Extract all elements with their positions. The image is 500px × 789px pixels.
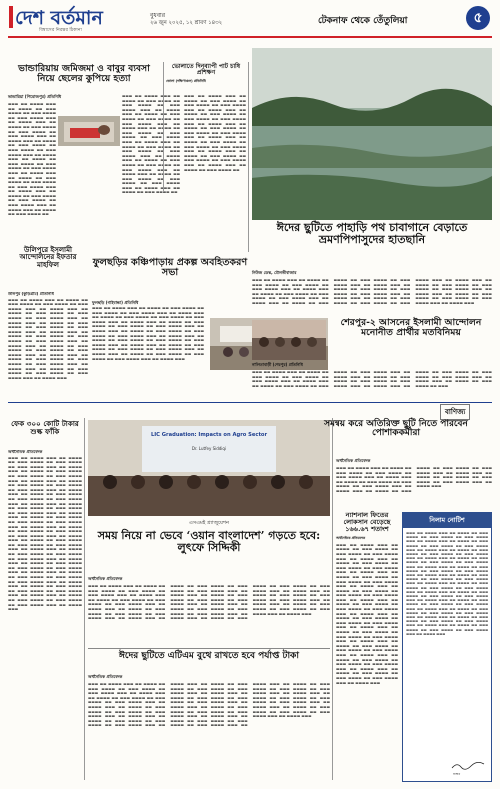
article-training — [166, 64, 246, 254]
body-text: ▬▬▬ ▬▬ ▬▬▬▬ ▬▬▬ ▬▬ ▬▬▬▬ ▬▬ ▬▬▬ ▬▬▬▬ ▬▬ ▬▬▬ ▬▬▬▬ ▬▬ ▬▬▬ ▬▬▬▬ ▬▬▬ ▬▬ ▬▬▬▬ ▬▬▬ ▬▬ ▬▬▬▬ ▬▬ ▬▬▬ ▬▬▬▬ ▬▬ ▬▬▬ ▬▬▬▬ ▬▬ ▬▬▬ ▬▬▬▬ ▬▬▬ ▬▬ ▬▬▬▬ ▬▬▬ ▬▬ ▬▬▬▬ ▬▬ ▬▬▬ ▬▬▬▬ ▬▬ ▬▬▬ ▬▬▬▬ ▬▬ ▬▬▬ ▬▬▬▬ ▬▬▬ ▬▬ ▬▬▬▬ ▬▬▬ ▬▬ ▬▬▬▬ ▬▬ ▬▬▬ ▬▬▬▬ ▬▬ ▬▬▬ ▬▬▬▬ ▬▬ ▬▬▬ ▬▬▬▬ ▬▬▬ ▬▬ ▬▬▬▬ ▬▬▬ ▬▬ ▬▬▬▬ ▬▬ ▬▬▬ ▬▬▬▬ ▬▬ ▬▬▬ ▬▬▬▬ ▬▬ ▬▬▬ ▬▬▬▬ ▬▬▬ ▬▬ ▬▬▬▬ ▬▬▬ ▬▬ ▬▬▬▬ ▬▬ ▬▬▬ ▬▬▬▬ ▬▬ ▬▬▬ ▬▬▬▬ ▬▬ ▬▬▬ ▬▬▬▬ ▬▬▬ ▬▬ ▬▬▬▬ ▬▬▬ ▬▬ ▬▬▬▬ ▬▬ ▬▬▬ ▬▬▬▬ ▬▬ ▬▬▬ ▬▬▬▬ ▬▬ ▬▬▬ ▬▬▬▬ ▬▬▬ ▬▬ ▬▬▬▬ ▬▬▬ — [92, 306, 204, 361]
section-title: টেকনাফ থেকে তেঁতুলিয়া — [318, 16, 408, 26]
body-text: ▬▬▬ ▬▬ ▬▬▬▬ ▬▬▬ ▬▬ ▬▬▬▬ ▬▬ ▬▬▬ ▬▬▬▬ ▬▬ ▬▬▬ ▬▬▬▬ ▬▬ ▬▬▬ ▬▬▬▬ ▬▬▬ ▬▬ ▬▬▬▬ ▬▬▬ ▬▬ ▬▬▬▬ ▬▬ ▬▬▬ ▬▬▬▬ ▬▬ ▬▬▬ ▬▬▬▬ ▬▬ ▬▬▬ ▬▬▬▬ ▬▬▬ ▬▬ ▬▬▬▬ ▬▬▬ ▬▬ ▬▬▬▬ ▬▬ ▬▬▬ ▬▬▬▬ ▬▬ ▬▬▬ ▬▬▬▬ ▬▬ ▬▬▬ ▬▬▬▬ ▬▬▬ ▬▬ ▬▬▬▬ ▬▬▬ ▬▬ ▬▬▬▬ ▬▬ ▬▬▬ ▬▬▬▬ ▬▬ ▬▬▬ ▬▬▬▬ ▬▬ ▬▬▬ ▬▬▬▬ ▬▬▬ ▬▬ ▬▬▬▬ ▬▬▬ ▬▬ ▬▬▬▬ ▬▬ ▬▬▬ ▬▬▬▬ ▬▬ ▬▬▬ — [252, 370, 492, 388]
article-atm-body — [88, 674, 330, 780]
article-tourism — [252, 222, 492, 266]
body-text-right: ▬▬▬ ▬▬ ▬▬▬▬ ▬▬▬ ▬▬ ▬▬▬▬ ▬▬ ▬▬▬ ▬▬▬▬ ▬▬ ▬▬▬ ▬▬▬▬ ▬▬ ▬▬▬ ▬▬▬▬ ▬▬▬ ▬▬ ▬▬▬▬ ▬▬▬ ▬▬ ▬▬▬▬ ▬▬ ▬▬▬ ▬▬▬▬ ▬▬ ▬▬▬ ▬▬▬▬ ▬▬ ▬▬▬ ▬▬▬▬ ▬▬▬ ▬▬ ▬▬▬▬ ▬▬▬ ▬▬ ▬▬▬▬ ▬▬ ▬▬▬ ▬▬▬▬ ▬▬ ▬▬▬ ▬▬▬▬ ▬▬ ▬▬▬ ▬▬▬▬ ▬▬▬ ▬▬ ▬▬▬▬ ▬▬▬ ▬▬ ▬▬▬▬ ▬▬ ▬▬▬ ▬▬▬▬ ▬▬ ▬▬▬ ▬▬▬▬ ▬▬ ▬▬▬ ▬▬▬▬ ▬▬▬ ▬▬ ▬▬▬▬ ▬▬▬ ▬▬ ▬▬▬▬ ▬▬ ▬▬▬ ▬▬▬▬ ▬▬ ▬▬▬ ▬▬▬▬ ▬▬ ▬▬▬ ▬▬▬▬ ▬▬▬ ▬▬ ▬▬▬▬ ▬▬▬ ▬▬ ▬▬▬▬ ▬▬ ▬▬▬ ▬▬▬▬ ▬▬ — [184, 94, 246, 172]
headline: ঈদের ছুটিতে এটিএম বুথে রাখতে হবে পর্যাপ্ত টাকা — [119, 651, 299, 661]
notice-title: নিলাম নোটিশ — [403, 513, 491, 528]
banner-sub: Dr. Lutfey Siddiqi — [191, 446, 227, 451]
body-text: ▬▬▬ ▬▬ ▬▬▬▬ ▬▬▬ ▬▬ ▬▬▬▬ ▬▬ ▬▬▬ ▬▬▬▬ ▬▬ ▬▬▬ ▬▬▬▬ ▬▬ ▬▬▬ ▬▬▬▬ ▬▬▬ ▬▬ ▬▬▬▬ ▬▬▬ ▬▬ ▬▬▬▬ ▬▬ ▬▬▬ ▬▬▬▬ ▬▬ ▬▬▬ ▬▬▬▬ ▬▬ ▬▬▬ ▬▬▬▬ ▬▬▬ ▬▬ ▬▬▬▬ ▬▬▬ ▬▬ ▬▬▬▬ ▬▬ ▬▬▬ ▬▬▬▬ ▬▬ ▬▬▬ ▬▬▬▬ ▬▬ ▬▬▬ ▬▬▬▬ ▬▬▬ ▬▬ ▬▬▬▬ ▬▬▬ ▬▬ ▬▬▬▬ ▬▬ ▬▬▬ ▬▬▬▬ ▬▬ ▬▬▬ ▬▬▬▬ ▬▬ ▬▬▬ ▬▬▬▬ ▬▬▬ ▬▬ ▬▬▬▬ ▬▬▬ ▬▬ ▬▬▬▬ ▬▬ ▬▬▬ ▬▬▬▬ ▬▬ ▬▬▬ ▬▬▬▬ ▬▬ ▬▬▬ ▬▬▬▬ ▬▬▬ ▬▬ ▬▬▬▬ ▬▬▬ ▬▬ ▬▬▬▬ ▬▬ ▬▬▬ ▬▬▬▬ ▬▬ ▬▬▬ ▬▬▬▬ ▬▬ ▬▬▬ ▬▬▬▬ ▬▬▬ ▬▬ ▬▬▬▬ ▬▬▬ ▬▬ ▬▬▬▬ ▬▬ ▬▬▬ ▬▬▬▬ ▬▬ ▬▬▬ ▬▬▬▬ ▬▬ ▬▬▬ ▬▬▬▬ ▬▬▬ ▬▬ ▬▬▬▬ ▬▬▬ — [252, 278, 492, 305]
col-rule-1 — [163, 62, 164, 192]
sherpur-photo — [252, 320, 326, 360]
body-text: ▬▬▬ ▬▬ ▬▬▬▬ ▬▬▬ ▬▬ ▬▬▬▬ ▬▬ ▬▬▬ ▬▬▬▬ ▬▬ ▬▬▬ ▬▬▬▬ ▬▬ ▬▬▬ ▬▬▬▬ ▬▬▬ ▬▬ ▬▬▬▬ ▬▬▬ ▬▬ ▬▬▬▬ ▬▬ ▬▬▬ ▬▬▬▬ ▬▬ ▬▬▬ ▬▬▬▬ ▬▬ ▬▬▬ ▬▬▬▬ ▬▬▬ ▬▬ ▬▬▬▬ ▬▬▬ ▬▬ ▬▬▬▬ ▬▬ ▬▬▬ ▬▬▬▬ ▬▬ ▬▬▬ ▬▬▬▬ ▬▬ ▬▬▬ ▬▬▬▬ ▬▬▬ ▬▬ ▬▬▬▬ ▬▬▬ ▬▬ ▬▬▬▬ ▬▬ ▬▬▬ ▬▬▬▬ ▬▬ ▬▬▬ ▬▬▬▬ ▬▬ ▬▬▬ ▬▬▬▬ ▬▬▬ ▬▬ ▬▬▬▬ ▬▬▬ ▬▬ ▬▬▬▬ ▬▬ ▬▬▬ ▬▬▬▬ ▬▬ ▬▬▬ ▬▬▬▬ ▬▬ ▬▬▬ ▬▬▬▬ ▬▬▬ ▬▬ ▬▬▬▬ ▬▬▬ ▬▬ ▬▬▬▬ ▬▬ ▬▬▬ ▬▬▬▬ ▬▬ ▬▬▬ ▬▬▬▬ ▬▬ ▬▬▬ ▬▬▬▬ ▬▬▬ ▬▬ ▬▬▬▬ ▬▬▬ ▬▬ ▬▬▬▬ ▬▬ ▬▬▬ ▬▬▬▬ ▬▬ ▬▬▬ ▬▬▬▬ ▬▬ ▬▬▬ ▬▬▬▬ ▬▬▬ ▬▬ ▬▬▬▬ ▬▬▬ ▬▬ ▬▬▬▬ ▬▬ ▬▬▬ ▬▬▬▬ ▬▬ ▬▬▬ ▬▬▬▬ ▬▬ ▬▬▬ ▬▬▬▬ ▬▬▬ ▬▬ ▬▬▬▬ ▬▬▬ ▬▬ ▬▬▬▬ ▬▬ ▬▬▬ ▬▬▬▬ ▬▬ ▬▬▬ ▬▬▬▬ ▬▬ ▬▬▬ ▬▬▬▬ ▬▬▬ ▬▬ ▬▬▬▬ ▬▬▬ — [88, 584, 330, 621]
sme-event-photo — [88, 420, 330, 516]
victim-photo — [58, 116, 120, 146]
byline: অর্থনৈতিক প্রতিবেদক — [336, 535, 366, 540]
col-rule-3 — [84, 418, 85, 780]
article-tax-body: অর্থনৈতিক প্রতিবেদক ▬▬▬ ▬▬ ▬▬▬▬ ▬▬▬ ▬▬ ▬▬▬▬ ▬▬ ▬▬▬ ▬▬▬▬ ▬▬ ▬▬▬ ▬▬▬▬ ▬▬ ▬▬▬ ▬▬▬▬ ▬▬▬ ▬▬ ▬▬▬▬ ▬▬▬ ▬▬ ▬▬▬▬ ▬▬ ▬▬▬ ▬▬▬▬ ▬▬ ▬▬▬ ▬▬▬▬ ▬▬ ▬▬▬ ▬▬▬▬ ▬▬▬ ▬▬ ▬▬▬▬ ▬▬▬ ▬▬ ▬▬▬▬ ▬▬ ▬▬▬ ▬▬▬▬ ▬▬ ▬▬▬ ▬▬▬▬ ▬▬ ▬▬▬ ▬▬▬▬ ▬▬▬ ▬▬ ▬▬▬▬ ▬▬▬ ▬▬ ▬▬▬▬ ▬▬ ▬▬▬ ▬▬▬▬ ▬▬ ▬▬▬ ▬▬▬▬ ▬▬ ▬▬▬ ▬▬▬▬ ▬▬▬ ▬▬ ▬▬▬▬ ▬▬▬ ▬▬ ▬▬▬▬ ▬▬ ▬▬▬ ▬▬▬▬ ▬▬ ▬▬▬ ▬▬▬▬ ▬▬ ▬▬▬ ▬▬▬▬ ▬▬▬ ▬▬ ▬▬▬▬ ▬▬▬ ▬▬ ▬▬▬▬ ▬▬ ▬▬▬ ▬▬▬▬ ▬▬ ▬▬▬ ▬▬▬▬ ▬▬ ▬▬▬ ▬▬▬▬ ▬▬▬ ▬▬ ▬▬▬▬ ▬▬▬ ▬▬ ▬▬▬▬ ▬▬ ▬▬▬ ▬▬▬▬ ▬▬ ▬▬▬ ▬▬▬▬ ▬▬ ▬▬▬ ▬▬▬▬ ▬▬▬ ▬▬ ▬▬▬▬ ▬▬▬ ▬▬ ▬▬▬▬ ▬▬ ▬▬▬ ▬▬▬▬ ▬▬ ▬▬▬ ▬▬▬▬ ▬▬ ▬▬▬ ▬▬▬▬ ▬▬▬ ▬▬ ▬▬▬▬ ▬▬▬ ▬▬ ▬▬▬▬ ▬▬ ▬▬▬ ▬▬▬▬ ▬▬ ▬▬▬ ▬▬▬▬ ▬▬ ▬▬▬ ▬▬▬▬ ▬▬▬ ▬▬ ▬▬▬▬ ▬▬▬ ▬▬ ▬▬▬▬ ▬▬ ▬▬▬ ▬▬▬▬ ▬▬ ▬▬▬ ▬▬▬▬ ▬▬ ▬▬▬ ▬▬▬▬ ▬▬▬ ▬▬ ▬▬▬▬ ▬▬▬ ▬▬ ▬▬▬▬ ▬▬ ▬▬▬ ▬▬▬▬ ▬▬ ▬▬▬ ▬▬▬▬ ▬▬ ▬▬▬ ▬▬▬▬ ▬▬▬ ▬▬ ▬▬▬▬ ▬▬▬ ▬▬ ▬▬▬▬ ▬▬ ▬▬▬ ▬▬▬▬ ▬▬ ▬▬▬ ▬▬▬▬ ▬▬ ▬▬▬ ▬▬▬▬ ▬▬▬ ▬▬ ▬▬▬▬ ▬▬▬ ▬▬ ▬▬▬▬ ▬▬ ▬▬▬ ▬▬▬▬ ▬▬ ▬▬▬ ▬▬▬▬ ▬▬ ▬▬▬ ▬▬▬▬ ▬▬▬ ▬▬ ▬▬▬▬ ▬▬▬ — [8, 450, 82, 612]
issue-date: ২৬ জুন ২০২৫, ১২ শ্রাবণ ১৪৩২ — [150, 20, 223, 26]
article-bank — [336, 512, 398, 782]
signature-label: স্বাক্ষর — [453, 772, 461, 776]
body-text: ▬▬▬ ▬▬ ▬▬▬▬ ▬▬▬ ▬▬ ▬▬▬▬ ▬▬ ▬▬▬ ▬▬▬▬ ▬▬ ▬▬▬ ▬▬▬▬ ▬▬ ▬▬▬ ▬▬▬▬ ▬▬▬ ▬▬ ▬▬▬▬ ▬▬▬ ▬▬ ▬▬▬▬ ▬▬ ▬▬▬ ▬▬▬▬ ▬▬ ▬▬▬ ▬▬▬▬ ▬▬ ▬▬▬ ▬▬▬▬ ▬▬▬ ▬▬ ▬▬▬▬ ▬▬▬ ▬▬ ▬▬▬▬ ▬▬ ▬▬▬ ▬▬▬▬ ▬▬ ▬▬▬ ▬▬▬▬ ▬▬ ▬▬▬ ▬▬▬▬ ▬▬▬ ▬▬ ▬▬▬▬ ▬▬▬ ▬▬ ▬▬▬▬ ▬▬ ▬▬▬ ▬▬▬▬ ▬▬ ▬▬▬ ▬▬▬▬ ▬▬ ▬▬▬ ▬▬▬▬ ▬▬▬ ▬▬ ▬▬▬▬ ▬▬▬ — [336, 466, 492, 493]
article-sme-body — [88, 576, 330, 644]
body-text: ▬▬▬ ▬▬ ▬▬▬▬ ▬▬▬ ▬▬ ▬▬▬▬ ▬▬ ▬▬▬ ▬▬▬▬ ▬▬ ▬▬▬ ▬▬▬▬ ▬▬ ▬▬▬ ▬▬▬▬ ▬▬▬ ▬▬ ▬▬▬▬ ▬▬▬ ▬▬ ▬▬▬▬ ▬▬ ▬▬▬ ▬▬▬▬ ▬▬ ▬▬▬ ▬▬▬▬ ▬▬ ▬▬▬ ▬▬▬▬ ▬▬▬ ▬▬ ▬▬▬▬ ▬▬▬ ▬▬ ▬▬▬▬ ▬▬ ▬▬▬ ▬▬▬▬ ▬▬ ▬▬▬ ▬▬▬▬ ▬▬ ▬▬▬ ▬▬▬▬ ▬▬▬ ▬▬ ▬▬▬▬ ▬▬▬ ▬▬ ▬▬▬▬ ▬▬ ▬▬▬ ▬▬▬▬ ▬▬ ▬▬▬ ▬▬▬▬ ▬▬ ▬▬▬ ▬▬▬▬ ▬▬▬ ▬▬ ▬▬▬▬ ▬▬▬ ▬▬ ▬▬▬▬ ▬▬ ▬▬▬ ▬▬▬▬ ▬▬ ▬▬▬ ▬▬▬▬ ▬▬ ▬▬▬ ▬▬▬▬ ▬▬▬ ▬▬ ▬▬▬▬ ▬▬▬ ▬▬ ▬▬▬▬ ▬▬ ▬▬▬ ▬▬▬▬ ▬▬ ▬▬▬ ▬▬▬▬ ▬▬ ▬▬▬ ▬▬▬▬ ▬▬▬ ▬▬ ▬▬▬▬ ▬▬▬ ▬▬ ▬▬▬▬ ▬▬ ▬▬▬ ▬▬▬▬ ▬▬ ▬▬▬ ▬▬▬▬ ▬▬ ▬▬▬ ▬▬▬▬ ▬▬▬ ▬▬ ▬▬▬▬ ▬▬▬ ▬▬ ▬▬▬▬ ▬▬ ▬▬▬ ▬▬▬▬ ▬▬ ▬▬▬ ▬▬▬▬ ▬▬ ▬▬▬ ▬▬▬▬ ▬▬▬ ▬▬ ▬▬▬▬ ▬▬▬ ▬▬ ▬▬▬▬ ▬▬ ▬▬▬ ▬▬▬▬ ▬▬ ▬▬▬ ▬▬▬▬ ▬▬ ▬▬▬ ▬▬▬▬ ▬▬▬ ▬▬ ▬▬▬▬ ▬▬▬ ▬▬ ▬▬▬▬ ▬▬ ▬▬▬ ▬▬▬▬ ▬▬ ▬▬▬ ▬▬▬▬ ▬▬ ▬▬▬ ▬▬▬▬ ▬▬▬ ▬▬ ▬▬▬▬ ▬▬▬ ▬▬ ▬▬▬▬ ▬▬ ▬▬▬ ▬▬▬▬ ▬▬ ▬▬▬ ▬▬▬▬ ▬▬ ▬▬▬ ▬▬▬▬ ▬▬▬ ▬▬ ▬▬▬▬ ▬▬▬ — [88, 682, 330, 728]
body-text: ▬▬▬ ▬▬ ▬▬▬▬ ▬▬▬ ▬▬ ▬▬▬▬ ▬▬ ▬▬▬ ▬▬▬▬ ▬▬ ▬▬▬ ▬▬▬▬ ▬▬ ▬▬▬ ▬▬▬▬ ▬▬▬ ▬▬ ▬▬▬▬ ▬▬▬ ▬▬ ▬▬▬▬ ▬▬ ▬▬▬ ▬▬▬▬ ▬▬ ▬▬▬ ▬▬▬▬ ▬▬ ▬▬▬ ▬▬▬▬ ▬▬▬ ▬▬ ▬▬▬▬ ▬▬▬ ▬▬ ▬▬▬▬ ▬▬ ▬▬▬ ▬▬▬▬ ▬▬ ▬▬▬ ▬▬▬▬ ▬▬ ▬▬▬ ▬▬▬▬ ▬▬▬ ▬▬ ▬▬▬▬ ▬▬▬ ▬▬ ▬▬▬▬ ▬▬ ▬▬▬ ▬▬▬▬ ▬▬ ▬▬▬ ▬▬▬▬ ▬▬ ▬▬▬ ▬▬▬▬ ▬▬▬ ▬▬ ▬▬▬▬ ▬▬▬ ▬▬ ▬▬▬▬ ▬▬ ▬▬▬ ▬▬▬▬ ▬▬ ▬▬▬ ▬▬▬▬ ▬▬ ▬▬▬ ▬▬▬▬ ▬▬▬ ▬▬ ▬▬▬▬ ▬▬▬ ▬▬ ▬▬▬▬ ▬▬ ▬▬▬ ▬▬▬▬ ▬▬ ▬▬▬ ▬▬▬▬ ▬▬ ▬▬▬ ▬▬▬▬ ▬▬▬ ▬▬ ▬▬▬▬ ▬▬▬ ▬▬ ▬▬▬▬ ▬▬ ▬▬▬ ▬▬▬▬ ▬▬ ▬▬▬ ▬▬▬▬ ▬▬ ▬▬▬ ▬▬▬▬ ▬▬▬ ▬▬ ▬▬▬▬ ▬▬▬ ▬▬ ▬▬▬▬ ▬▬ ▬▬▬ ▬▬▬▬ ▬▬ ▬▬▬ ▬▬▬▬ ▬▬ ▬▬▬ ▬▬▬▬ ▬▬▬ ▬▬ ▬▬▬▬ ▬▬▬ ▬▬ ▬▬▬▬ ▬▬ ▬▬▬ ▬▬▬▬ ▬▬ ▬▬▬ ▬▬▬▬ ▬▬ ▬▬▬ ▬▬▬▬ ▬▬▬ ▬▬ ▬▬▬▬ ▬▬▬ ▬▬ ▬▬▬▬ ▬▬ ▬▬▬ ▬▬▬▬ ▬▬ ▬▬▬ ▬▬▬▬ ▬▬ ▬▬▬ ▬▬▬▬ ▬▬▬ ▬▬ ▬▬▬▬ ▬▬▬ — [336, 542, 398, 685]
tagline: বিশ্বাসের নিরন্তর ঠিকানা — [39, 28, 82, 33]
byline: অর্থনৈতিক প্রতিবেদক — [8, 450, 43, 454]
signature-scribble — [451, 761, 485, 771]
article-sme — [88, 520, 330, 572]
byline: ভোলা (দক্ষিণাঞ্চল) প্রতিনিধি — [166, 78, 206, 83]
headline: ন্যাশনাল ফিতের লোকসান বেড়েছে ১৬৬.৬৭ শতাংশ — [343, 511, 391, 533]
headline: ফেক ৩০০ কোটি টাকার শুল্ক ফাঁকি — [11, 419, 79, 436]
headline: উলিপুরে ইসলামী আন্দোলনের ইফতার মাহফিল — [19, 245, 77, 269]
col-rule-4 — [332, 418, 333, 780]
issue-day: বুধবার — [150, 12, 166, 19]
section-rule — [8, 402, 492, 403]
page-number — [466, 6, 490, 30]
byline: ভান্ডারিয়া (পিরোজপুর) প্রতিনিধি — [8, 94, 62, 99]
article-ulipur — [8, 246, 88, 292]
headline: শেরপুর-২ আসনের ইসলামী আন্দোলন মনোনীত প্রার্থীর মতবিনিময় — [340, 317, 482, 338]
page-number-text: ৫ — [473, 10, 483, 26]
byline: নিউজ ডেস্ক, মৌলভীবাজার — [252, 270, 297, 275]
col-rule-2 — [248, 62, 249, 252]
article-ulipur-body: উলিপুর (কুড়িগ্রাম) প্রতিনিধি ▬▬▬ ▬▬ ▬▬▬▬ ▬▬▬ ▬▬ ▬▬▬▬ ▬▬ ▬▬▬ ▬▬▬▬ ▬▬ ▬▬▬ ▬▬▬▬ ▬▬ ▬▬▬ ▬▬▬▬ ▬▬▬ ▬▬ ▬▬▬▬ ▬▬▬ ▬▬ ▬▬▬▬ ▬▬ ▬▬▬ ▬▬▬▬ ▬▬ ▬▬▬ ▬▬▬▬ ▬▬ ▬▬▬ ▬▬▬▬ ▬▬▬ ▬▬ ▬▬▬▬ ▬▬▬ ▬▬ ▬▬▬▬ ▬▬ ▬▬▬ ▬▬▬▬ ▬▬ ▬▬▬ ▬▬▬▬ ▬▬ ▬▬▬ ▬▬▬▬ ▬▬▬ ▬▬ ▬▬▬▬ ▬▬▬ ▬▬ ▬▬▬▬ ▬▬ ▬▬▬ ▬▬▬▬ ▬▬ ▬▬▬ ▬▬▬▬ ▬▬ ▬▬▬ ▬▬▬▬ ▬▬▬ ▬▬ ▬▬▬▬ ▬▬▬ ▬▬ ▬▬▬▬ ▬▬ ▬▬▬ ▬▬▬▬ ▬▬ ▬▬▬ ▬▬▬▬ ▬▬ ▬▬▬ ▬▬▬▬ ▬▬▬ ▬▬ ▬▬▬▬ ▬▬▬ ▬▬ ▬▬▬▬ ▬▬ ▬▬▬ ▬▬▬▬ ▬▬ ▬▬▬ ▬▬▬▬ ▬▬ ▬▬▬ ▬▬▬▬ ▬▬▬ ▬▬ ▬▬▬▬ ▬▬▬ ▬▬ ▬▬▬▬ ▬▬ ▬▬▬ ▬▬▬▬ ▬▬ ▬▬▬ ▬▬▬▬ ▬▬ ▬▬▬ ▬▬▬▬ ▬▬▬ ▬▬ ▬▬▬▬ ▬▬▬ — [8, 292, 88, 380]
atm-rule — [88, 648, 330, 649]
byline: নালিতাবাড়ী (শেরপুর) প্রতিনিধি — [252, 362, 303, 367]
logo — [9, 4, 113, 32]
article-holiday — [300, 420, 492, 454]
section-label: বাণিজ্য — [440, 404, 470, 420]
article-tourism-body — [252, 270, 492, 318]
kicker: এসএমই গ্র্যাজুয়েশন — [189, 520, 229, 526]
byline: অর্থনৈতিক প্রতিবেদক — [336, 458, 371, 463]
headline: ভোলাতে দিনব্যাপী পাট চাষি প্রশিক্ষণ — [171, 63, 241, 77]
article-sherpur-body — [252, 362, 492, 396]
byline: অর্থনৈতিক প্রতিবেদক — [88, 576, 123, 581]
article-fulchari — [92, 258, 248, 298]
byline: ফুলছড়ি (গাইবান্ধা) প্রতিনিধি — [92, 300, 139, 305]
byline: উলিপুর (কুড়িগ্রাম) প্রতিনিধি — [8, 292, 54, 296]
masthead-rule — [8, 36, 492, 38]
banner-title: LIC Graduation: Impacts on Agro Sector — [150, 432, 268, 438]
auction-notice — [402, 512, 492, 782]
byline: অর্থনৈতিক প্রতিবেদক — [88, 674, 123, 679]
headline: ভান্ডারিয়ায় জমিজমা ও বাবুর ব্যবসা নিয়ে ছেলের কুপিয়ে হত্যা — [18, 63, 150, 84]
body-text-left: ▬▬▬ ▬▬ ▬▬▬▬ ▬▬▬ ▬▬ ▬▬▬▬ ▬▬ ▬▬▬ ▬▬▬▬ ▬▬ ▬▬▬ ▬▬▬▬ ▬▬ ▬▬▬ ▬▬▬▬ ▬▬▬ ▬▬ ▬▬▬▬ ▬▬▬ ▬▬ ▬▬▬▬ ▬▬ ▬▬▬ ▬▬▬▬ ▬▬ ▬▬▬ ▬▬▬▬ ▬▬ ▬▬▬ ▬▬▬▬ ▬▬▬ ▬▬ ▬▬▬▬ ▬▬▬ ▬▬ ▬▬▬▬ ▬▬ ▬▬▬ ▬▬▬▬ ▬▬ ▬▬▬ ▬▬▬▬ ▬▬ ▬▬▬ ▬▬▬▬ ▬▬▬ ▬▬ ▬▬▬▬ ▬▬▬ ▬▬ ▬▬▬▬ ▬▬ ▬▬▬ ▬▬▬▬ ▬▬ ▬▬▬ ▬▬▬▬ ▬▬ ▬▬▬ ▬▬▬▬ ▬▬▬ ▬▬ ▬▬▬▬ ▬▬▬ ▬▬ ▬▬▬▬ ▬▬ ▬▬▬ ▬▬▬▬ ▬▬ ▬▬▬ ▬▬▬▬ ▬▬ ▬▬▬ ▬▬▬▬ ▬▬▬ ▬▬ ▬▬▬▬ ▬▬▬ ▬▬ ▬▬▬▬ ▬▬ ▬▬▬ ▬▬▬▬ ▬▬ ▬▬▬ ▬▬▬▬ ▬▬ ▬▬▬ ▬▬▬▬ ▬▬▬ ▬▬ ▬▬▬▬ ▬▬▬ ▬▬ ▬▬▬▬ ▬▬ ▬▬▬ ▬▬▬▬ ▬▬ — [8, 102, 56, 217]
article-holiday-body — [336, 458, 492, 508]
article-atm — [88, 652, 330, 670]
headline: ঈদের ছুটিতে পাহাড়ি পথ চাবাগানে বেড়াতে ভ্রমণপিপাসুদের হাতছানি — [276, 221, 468, 246]
body-text-mid: ▬▬▬ ▬▬ ▬▬▬▬ ▬▬▬ ▬▬ ▬▬▬▬ ▬▬ ▬▬▬ ▬▬▬▬ ▬▬ ▬▬▬ ▬▬▬▬ ▬▬ ▬▬▬ ▬▬▬▬ ▬▬▬ ▬▬ ▬▬▬▬ ▬▬▬ ▬▬ ▬▬▬▬ ▬▬ ▬▬▬ ▬▬▬▬ ▬▬ ▬▬▬ ▬▬▬▬ ▬▬ ▬▬▬ ▬▬▬▬ ▬▬▬ ▬▬ ▬▬▬▬ ▬▬▬ ▬▬ ▬▬▬▬ ▬▬ ▬▬▬ ▬▬▬▬ ▬▬ ▬▬▬ ▬▬▬▬ ▬▬ ▬▬▬ ▬▬▬▬ ▬▬▬ ▬▬ ▬▬▬▬ ▬▬▬ ▬▬ ▬▬▬▬ ▬▬ ▬▬▬ ▬▬▬▬ ▬▬ ▬▬▬ ▬▬▬▬ ▬▬ ▬▬▬ ▬▬▬▬ ▬▬▬ ▬▬ ▬▬▬▬ ▬▬▬ ▬▬ ▬▬▬▬ ▬▬ ▬▬▬ ▬▬▬▬ ▬▬ ▬▬▬ ▬▬▬▬ ▬▬ ▬▬▬ ▬▬▬▬ ▬▬▬ ▬▬ ▬▬▬▬ ▬▬▬ ▬▬ ▬▬▬▬ ▬▬ ▬▬▬ ▬▬▬▬ ▬▬ ▬▬▬ ▬▬▬▬ ▬▬ ▬▬▬ ▬▬▬▬ ▬▬▬ ▬▬ ▬▬▬▬ ▬▬▬ ▬▬ ▬▬▬▬ ▬▬ ▬▬▬ ▬▬▬▬ ▬▬ — [122, 94, 180, 195]
masthead — [0, 0, 500, 50]
tea-garden-photo — [252, 48, 492, 220]
notice-body: ▬▬▬ ▬▬ ▬▬▬▬ ▬▬▬ ▬▬ ▬▬▬▬ ▬▬ ▬▬▬ ▬▬▬▬ ▬▬ ▬▬▬ ▬▬▬▬ ▬▬ ▬▬▬ ▬▬▬▬ ▬▬▬ ▬▬ ▬▬▬▬ ▬▬▬ ▬▬ ▬▬▬▬ ▬▬ ▬▬▬ ▬▬▬▬ ▬▬ ▬▬▬ ▬▬▬▬ ▬▬ ▬▬▬ ▬▬▬▬ ▬▬▬ ▬▬ ▬▬▬▬ ▬▬▬ ▬▬ ▬▬▬▬ ▬▬ ▬▬▬ ▬▬▬▬ ▬▬ ▬▬▬ ▬▬▬▬ ▬▬ ▬▬▬ ▬▬▬▬ ▬▬▬ ▬▬ ▬▬▬▬ ▬▬▬ ▬▬ ▬▬▬▬ ▬▬ ▬▬▬ ▬▬▬▬ ▬▬ ▬▬▬ ▬▬▬▬ ▬▬ ▬▬▬ ▬▬▬▬ ▬▬▬ ▬▬ ▬▬▬▬ ▬▬▬ ▬▬ ▬▬▬▬ ▬▬ ▬▬▬ ▬▬▬▬ ▬▬ ▬▬▬ ▬▬▬▬ ▬▬ ▬▬▬ ▬▬▬▬ ▬▬▬ ▬▬ ▬▬▬▬ ▬▬▬ ▬▬ ▬▬▬▬ ▬▬ ▬▬▬ ▬▬▬▬ ▬▬ ▬▬▬ ▬▬▬▬ ▬▬ ▬▬▬ ▬▬▬▬ ▬▬▬ ▬▬ ▬▬▬▬ ▬▬▬ ▬▬ ▬▬▬▬ ▬▬ ▬▬▬ ▬▬▬▬ ▬▬ ▬▬▬ ▬▬▬▬ ▬▬ ▬▬▬ ▬▬▬▬ ▬▬▬ ▬▬ ▬▬▬▬ ▬▬▬ ▬▬ ▬▬▬▬ ▬▬ ▬▬▬ ▬▬▬▬ ▬▬ ▬▬▬ ▬▬▬▬ ▬▬ ▬▬▬ ▬▬▬▬ ▬▬▬ ▬▬ ▬▬▬▬ ▬▬▬ ▬▬ ▬▬▬▬ ▬▬ ▬▬▬ ▬▬▬▬ ▬▬ ▬▬▬ ▬▬▬▬ ▬▬ ▬▬▬ ▬▬▬▬ ▬▬▬ ▬▬ ▬▬▬▬ ▬▬▬ ▬▬ ▬▬▬▬ ▬▬ ▬▬▬ ▬▬▬▬ ▬▬ ▬▬▬ ▬▬▬▬ ▬▬ ▬▬▬ ▬▬▬▬ ▬▬▬ ▬▬ ▬▬▬▬ ▬▬▬ ▬▬ ▬▬▬▬ ▬▬ ▬▬▬ ▬▬▬▬ ▬▬ ▬▬▬ ▬▬▬▬ ▬▬ ▬▬▬ ▬▬▬▬ ▬▬▬ ▬▬ ▬▬▬▬ ▬▬▬ ▬▬ ▬▬▬▬ ▬▬ ▬▬▬ ▬▬▬▬ ▬▬ ▬▬▬ ▬▬▬▬ ▬▬ ▬▬▬ ▬▬▬▬ ▬▬▬ ▬▬ ▬▬▬▬ ▬▬▬ — [406, 531, 488, 636]
headline: সময় নিয়ে না ভেবে ‘ওয়ান বাংলাদেশ’ গড়তে হবে: লুৎফে সিদ্দিকী — [97, 529, 321, 554]
headline: ফুলছড়ির কঞ্চিপাড়ায় প্রকল্প অবহিতকরণ সভা — [92, 257, 248, 279]
logo-text: দেশ বর্তমান — [15, 7, 103, 29]
headline: সমন্বয় করে অতিরিক্ত ছুটি নিতে পারবেন পোশাককর্মীরা — [324, 419, 468, 439]
article-sherpur — [330, 318, 492, 358]
